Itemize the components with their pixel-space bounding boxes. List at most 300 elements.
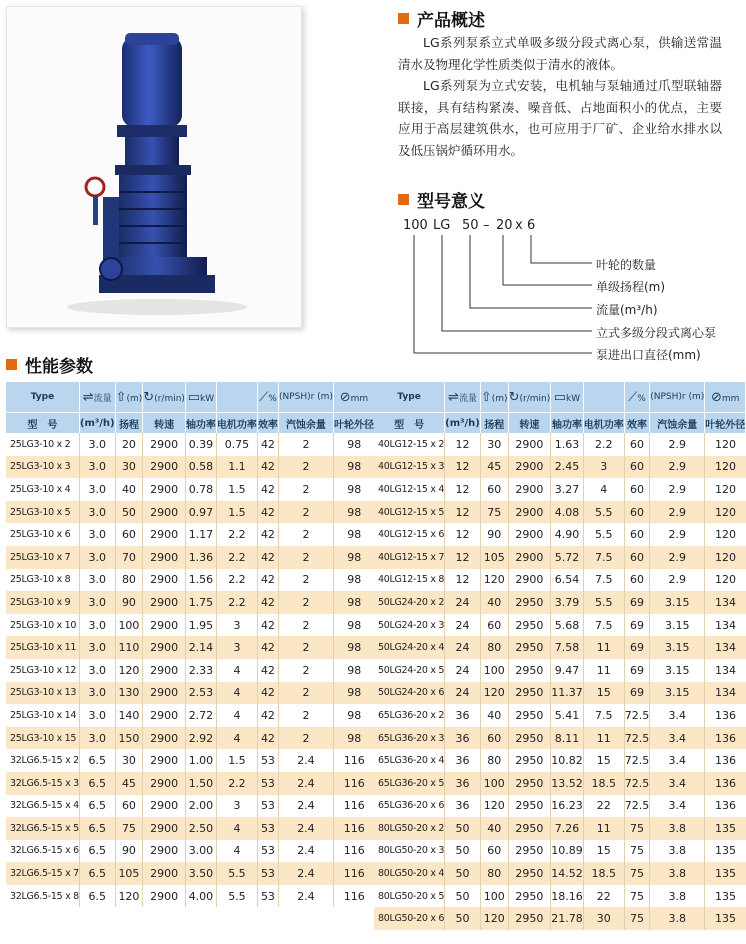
- value-cell: 18.16: [551, 885, 584, 908]
- overview-text: [398, 32, 722, 161]
- efficiency-icon-unit: %: [268, 393, 277, 404]
- efficiency-icon-glyph: ⟋: [259, 389, 269, 405]
- model-cell: 32LG6.5-15 x 5: [6, 817, 79, 840]
- value-cell: 2900: [143, 591, 186, 614]
- value-cell: 100: [115, 614, 143, 637]
- value-cell: 20: [115, 433, 143, 456]
- model-cell: 25LG3-10 x 14: [6, 704, 79, 727]
- value-cell: 1.50: [185, 772, 216, 795]
- value-cell: 75: [624, 907, 650, 930]
- value-cell: 24: [445, 636, 481, 659]
- model-cell: 65LG36-20 x 6: [374, 795, 445, 818]
- type-label-unit: Type: [397, 392, 421, 402]
- diameter-icon: [333, 382, 374, 413]
- value-cell: 2900: [143, 704, 186, 727]
- column-header: 型 号: [6, 413, 79, 434]
- value-cell: 60: [624, 478, 650, 501]
- value-cell: 72.5: [624, 727, 650, 750]
- table-row: [6, 840, 374, 863]
- value-cell: 60: [624, 433, 650, 456]
- table-row: [374, 523, 746, 546]
- performance-table-left: [6, 382, 375, 907]
- value-cell: 6.5: [79, 840, 115, 863]
- flow-icon: [445, 382, 481, 413]
- value-cell: 75: [115, 817, 143, 840]
- table-row: [374, 817, 746, 840]
- value-cell: 3.4: [650, 704, 705, 727]
- value-cell: 3.0: [79, 433, 115, 456]
- value-cell: 2.92: [185, 727, 216, 750]
- value-cell: 36: [445, 772, 481, 795]
- value-cell: 116: [333, 862, 374, 885]
- efficiency-icon-glyph: ⟋: [628, 389, 638, 405]
- model-heading: [398, 187, 485, 212]
- value-cell: 72.5: [624, 795, 650, 818]
- head-icon: [115, 382, 143, 413]
- value-cell: 2900: [508, 569, 551, 592]
- value-cell: 2900: [508, 523, 551, 546]
- value-cell: 2.4: [278, 749, 333, 772]
- value-cell: 3.0: [79, 614, 115, 637]
- value-cell: 1.75: [185, 591, 216, 614]
- value-cell: 42: [257, 433, 278, 456]
- value-cell: 136: [705, 727, 746, 750]
- code-part-head: 20: [496, 218, 513, 233]
- value-cell: 11: [583, 659, 624, 682]
- model-cell: 80LG50-20 x 4: [374, 862, 445, 885]
- value-cell: 120: [115, 885, 143, 908]
- value-cell: 69: [624, 636, 650, 659]
- table-row: [374, 659, 746, 682]
- speed-icon-glyph: ↻: [143, 389, 155, 405]
- value-cell: 24: [445, 682, 481, 705]
- shaft-power-icon-unit: kW: [200, 393, 215, 404]
- value-cell: 53: [257, 840, 278, 863]
- value-cell: 2.45: [551, 456, 584, 479]
- diameter-icon-unit: mm: [721, 393, 740, 404]
- value-cell: 2950: [508, 704, 551, 727]
- value-cell: 2.9: [650, 569, 705, 592]
- efficiency-icon-unit: %: [637, 393, 646, 404]
- model-cell: 40LG12-15 x 6: [374, 523, 445, 546]
- table-row: [374, 682, 746, 705]
- value-cell: 105: [480, 546, 508, 569]
- value-cell: 2950: [508, 682, 551, 705]
- value-cell: 2900: [143, 456, 186, 479]
- value-cell: 3.4: [650, 795, 705, 818]
- value-cell: 15: [583, 749, 624, 772]
- value-cell: 16.23: [551, 795, 584, 818]
- column-header: 扬程: [115, 413, 143, 434]
- table-row: [6, 456, 374, 479]
- model-cell: 32LG6.5-15 x 6: [6, 840, 79, 863]
- value-cell: 6.5: [79, 772, 115, 795]
- column-header: (m³/h): [445, 413, 481, 434]
- value-cell: 120: [705, 501, 746, 524]
- model-cell: 80LG50-20 x 6: [374, 907, 445, 930]
- value-cell: 4: [216, 659, 257, 682]
- value-cell: 3.8: [650, 885, 705, 908]
- table-row: [6, 433, 374, 456]
- value-cell: 5.68: [551, 614, 584, 637]
- motor-power-icon: [583, 382, 624, 413]
- value-cell: 2: [278, 591, 333, 614]
- table-row: [6, 569, 374, 592]
- value-cell: 12: [445, 523, 481, 546]
- model-cell: 32LG6.5-15 x 8: [6, 885, 79, 908]
- npsh-label-unit: (NPSH)r (m): [650, 392, 705, 402]
- npsh-label: [278, 382, 333, 413]
- table-row: [374, 614, 746, 637]
- value-cell: 30: [583, 907, 624, 930]
- value-cell: 2: [278, 478, 333, 501]
- value-cell: 60: [115, 795, 143, 818]
- value-cell: 3.0: [79, 659, 115, 682]
- column-header: 转速: [508, 413, 551, 434]
- value-cell: 2: [278, 523, 333, 546]
- value-cell: 120: [705, 456, 746, 479]
- value-cell: 90: [115, 591, 143, 614]
- column-header: 汽蚀余量: [650, 413, 705, 434]
- value-cell: 40: [480, 591, 508, 614]
- value-cell: 2.9: [650, 478, 705, 501]
- type-label: [374, 382, 445, 413]
- value-cell: 135: [705, 840, 746, 863]
- value-cell: 2900: [143, 546, 186, 569]
- value-cell: 75: [624, 817, 650, 840]
- model-cell: 25LG3-10 x 2: [6, 433, 79, 456]
- flow-icon-glyph: ⇌: [448, 389, 459, 405]
- value-cell: 98: [333, 614, 374, 637]
- label-pump-type: 立式多级分段式离心泵: [596, 326, 717, 340]
- table-row: [6, 749, 374, 772]
- value-cell: 2950: [508, 795, 551, 818]
- value-cell: 2.53: [185, 682, 216, 705]
- value-cell: 2900: [143, 636, 186, 659]
- value-cell: 53: [257, 885, 278, 908]
- value-cell: 12: [445, 546, 481, 569]
- table-row: [6, 659, 374, 682]
- model-title: 型号意义: [417, 192, 485, 212]
- value-cell: 2: [278, 704, 333, 727]
- efficiency-icon: [624, 382, 650, 413]
- value-cell: 120: [705, 546, 746, 569]
- value-cell: 120: [480, 795, 508, 818]
- flow-icon-unit: 流量: [93, 393, 112, 404]
- value-cell: 11: [583, 727, 624, 750]
- value-cell: 2950: [508, 659, 551, 682]
- value-cell: 42: [257, 659, 278, 682]
- table-row: [6, 862, 374, 885]
- value-cell: 14.52: [551, 862, 584, 885]
- value-cell: 136: [705, 772, 746, 795]
- value-cell: 1.63: [551, 433, 584, 456]
- type-label-unit: Type: [30, 392, 55, 402]
- overview-paragraph-1: LG系列泵系立式单吸多级分段式离心泵，供输送常温清水及物理化学性质类似于清水的液体。: [398, 35, 722, 72]
- value-cell: 98: [333, 682, 374, 705]
- value-cell: 45: [115, 772, 143, 795]
- value-cell: 4: [583, 478, 624, 501]
- value-cell: 98: [333, 546, 374, 569]
- value-cell: 3.79: [551, 591, 584, 614]
- table-row: [6, 523, 374, 546]
- value-cell: 53: [257, 795, 278, 818]
- value-cell: 18.5: [583, 772, 624, 795]
- value-cell: 2900: [143, 727, 186, 750]
- speed-icon-unit: (r/min): [519, 393, 551, 404]
- column-header: 叶轮外径: [333, 413, 374, 434]
- value-cell: 75: [480, 501, 508, 524]
- model-cell: 25LG3-10 x 9: [6, 591, 79, 614]
- value-cell: 3: [216, 795, 257, 818]
- perf-title: 性能参数: [25, 357, 93, 377]
- label-inlet-diameter: 泵进出口直径(mm): [596, 348, 701, 362]
- value-cell: 80: [480, 862, 508, 885]
- value-cell: 2950: [508, 727, 551, 750]
- value-cell: 50: [115, 501, 143, 524]
- value-cell: 69: [624, 614, 650, 637]
- value-cell: 135: [705, 907, 746, 930]
- value-cell: 6.5: [79, 885, 115, 908]
- value-cell: 0.39: [185, 433, 216, 456]
- value-cell: 6.5: [79, 795, 115, 818]
- table-header-labels: [6, 413, 374, 434]
- model-cell: 40LG12-15 x 3: [374, 456, 445, 479]
- value-cell: 98: [333, 636, 374, 659]
- value-cell: 1.56: [185, 569, 216, 592]
- value-cell: 100: [480, 659, 508, 682]
- table-row: [6, 885, 374, 908]
- model-cell: 25LG3-10 x 8: [6, 569, 79, 592]
- table-row: [374, 885, 746, 908]
- table-row: [374, 862, 746, 885]
- value-cell: 40: [115, 478, 143, 501]
- model-cell: 40LG12-15 x 8: [374, 569, 445, 592]
- value-cell: 12: [445, 456, 481, 479]
- value-cell: 3.0: [79, 591, 115, 614]
- model-cell: 25LG3-10 x 13: [6, 682, 79, 705]
- model-cell: 25LG3-10 x 3: [6, 456, 79, 479]
- value-cell: 8.11: [551, 727, 584, 750]
- value-cell: 2: [278, 569, 333, 592]
- table-row: [6, 591, 374, 614]
- model-cell: 80LG50-20 x 2: [374, 817, 445, 840]
- value-cell: 60: [624, 546, 650, 569]
- value-cell: 11.37: [551, 682, 584, 705]
- value-cell: 2.50: [185, 817, 216, 840]
- value-cell: 2950: [508, 817, 551, 840]
- table-row: [6, 727, 374, 750]
- value-cell: 7.5: [583, 614, 624, 637]
- model-cell: 50LG24-20 x 6: [374, 682, 445, 705]
- table-row: [6, 501, 374, 524]
- value-cell: 36: [445, 795, 481, 818]
- value-cell: 2900: [143, 433, 186, 456]
- label-stage-head: 单级扬程(m): [596, 280, 666, 294]
- value-cell: 60: [115, 523, 143, 546]
- overview-title: 产品概述: [417, 11, 485, 31]
- bullet-square-icon: [6, 359, 17, 370]
- value-cell: 116: [333, 817, 374, 840]
- speed-icon: [143, 382, 186, 413]
- value-cell: 1.5: [216, 749, 257, 772]
- shaft-power-icon: [551, 382, 584, 413]
- value-cell: 53: [257, 772, 278, 795]
- value-cell: 11: [583, 636, 624, 659]
- value-cell: 3.15: [650, 659, 705, 682]
- value-cell: 6.5: [79, 749, 115, 772]
- value-cell: 42: [257, 591, 278, 614]
- value-cell: 2: [278, 682, 333, 705]
- value-cell: 116: [333, 840, 374, 863]
- column-header: 效率: [624, 413, 650, 434]
- value-cell: 6.54: [551, 569, 584, 592]
- perf-heading: [6, 352, 93, 377]
- value-cell: 15: [583, 840, 624, 863]
- bullet-square-icon: [398, 13, 409, 24]
- value-cell: 72.5: [624, 704, 650, 727]
- value-cell: 116: [333, 795, 374, 818]
- label-impeller-count: 叶轮的数量: [596, 258, 657, 272]
- value-cell: 120: [705, 478, 746, 501]
- value-cell: 30: [115, 456, 143, 479]
- value-cell: 0.97: [185, 501, 216, 524]
- model-cell: 80LG50-20 x 5: [374, 885, 445, 908]
- column-header: (m³/h): [79, 413, 115, 434]
- head-icon: [480, 382, 508, 413]
- value-cell: 60: [624, 456, 650, 479]
- value-cell: 2: [278, 727, 333, 750]
- value-cell: 1.95: [185, 614, 216, 637]
- value-cell: 134: [705, 614, 746, 637]
- value-cell: 2.2: [216, 591, 257, 614]
- shaft-power-icon-unit: kW: [566, 393, 581, 404]
- model-cell: 65LG36-20 x 2: [374, 704, 445, 727]
- model-cell: 40LG12-15 x 7: [374, 546, 445, 569]
- value-cell: 60: [480, 727, 508, 750]
- value-cell: 4: [216, 727, 257, 750]
- value-cell: 2900: [143, 772, 186, 795]
- value-cell: 15: [583, 682, 624, 705]
- table-row: [374, 433, 746, 456]
- value-cell: 9.47: [551, 659, 584, 682]
- model-cell: 50LG24-20 x 5: [374, 659, 445, 682]
- value-cell: 42: [257, 569, 278, 592]
- model-cell: 80LG50-20 x 3: [374, 840, 445, 863]
- diameter-icon-unit: mm: [350, 393, 369, 404]
- value-cell: 72.5: [624, 749, 650, 772]
- head-icon-glyph: ⇧: [115, 389, 127, 405]
- pump-illustration: [7, 7, 301, 327]
- model-cell: 40LG12-15 x 2: [374, 433, 445, 456]
- value-cell: 7.5: [583, 546, 624, 569]
- head-icon-unit: (m): [126, 393, 143, 404]
- table-row: [6, 795, 374, 818]
- value-cell: 116: [333, 885, 374, 908]
- efficiency-icon: [257, 382, 278, 413]
- value-cell: 3.4: [650, 749, 705, 772]
- value-cell: 50: [445, 840, 481, 863]
- value-cell: 2: [278, 636, 333, 659]
- value-cell: 2950: [508, 885, 551, 908]
- value-cell: 30: [480, 433, 508, 456]
- value-cell: 3.0: [79, 569, 115, 592]
- value-cell: 116: [333, 772, 374, 795]
- value-cell: 60: [480, 614, 508, 637]
- value-cell: 75: [624, 840, 650, 863]
- column-header: 扬程: [480, 413, 508, 434]
- value-cell: 42: [257, 682, 278, 705]
- value-cell: 120: [480, 569, 508, 592]
- value-cell: 50: [445, 907, 481, 930]
- table-row: [374, 546, 746, 569]
- value-cell: 24: [445, 591, 481, 614]
- value-cell: 2.4: [278, 885, 333, 908]
- value-cell: 105: [115, 862, 143, 885]
- value-cell: 120: [705, 433, 746, 456]
- speed-icon: [508, 382, 551, 413]
- value-cell: 3.0: [79, 478, 115, 501]
- value-cell: 2.4: [278, 795, 333, 818]
- value-cell: 1.1: [216, 456, 257, 479]
- model-cell: 32LG6.5-15 x 3: [6, 772, 79, 795]
- value-cell: 22: [583, 795, 624, 818]
- value-cell: 10.89: [551, 840, 584, 863]
- value-cell: 2.2: [216, 546, 257, 569]
- value-cell: 40: [480, 817, 508, 840]
- value-cell: 75: [624, 885, 650, 908]
- value-cell: 5.5: [583, 591, 624, 614]
- value-cell: 136: [705, 749, 746, 772]
- model-cell: 50LG24-20 x 2: [374, 591, 445, 614]
- code-part-times: x: [515, 218, 523, 233]
- value-cell: 80: [480, 749, 508, 772]
- value-cell: 3.0: [79, 523, 115, 546]
- value-cell: 70: [115, 546, 143, 569]
- value-cell: 3: [216, 636, 257, 659]
- value-cell: 2: [278, 456, 333, 479]
- table-row: [374, 591, 746, 614]
- table-row: [374, 749, 746, 772]
- value-cell: 42: [257, 727, 278, 750]
- value-cell: 4: [216, 840, 257, 863]
- value-cell: 2.9: [650, 433, 705, 456]
- value-cell: 5.5: [583, 523, 624, 546]
- value-cell: 24: [445, 659, 481, 682]
- value-cell: 4: [216, 817, 257, 840]
- value-cell: 2950: [508, 862, 551, 885]
- value-cell: 3.8: [650, 907, 705, 930]
- value-cell: 69: [624, 591, 650, 614]
- diameter-icon-glyph: ⊘: [339, 389, 351, 405]
- value-cell: 3.0: [79, 456, 115, 479]
- model-cell: 65LG36-20 x 4: [374, 749, 445, 772]
- table-row: [374, 478, 746, 501]
- value-cell: 2900: [143, 682, 186, 705]
- value-cell: 11: [583, 817, 624, 840]
- table-header-labels: [374, 413, 746, 434]
- value-cell: 53: [257, 817, 278, 840]
- value-cell: 134: [705, 682, 746, 705]
- value-cell: 2950: [508, 614, 551, 637]
- column-header: 叶轮外径: [705, 413, 746, 434]
- value-cell: 120: [480, 907, 508, 930]
- value-cell: 42: [257, 501, 278, 524]
- value-cell: 2: [278, 546, 333, 569]
- table-row: [374, 840, 746, 863]
- value-cell: 2.9: [650, 501, 705, 524]
- value-cell: 80: [115, 569, 143, 592]
